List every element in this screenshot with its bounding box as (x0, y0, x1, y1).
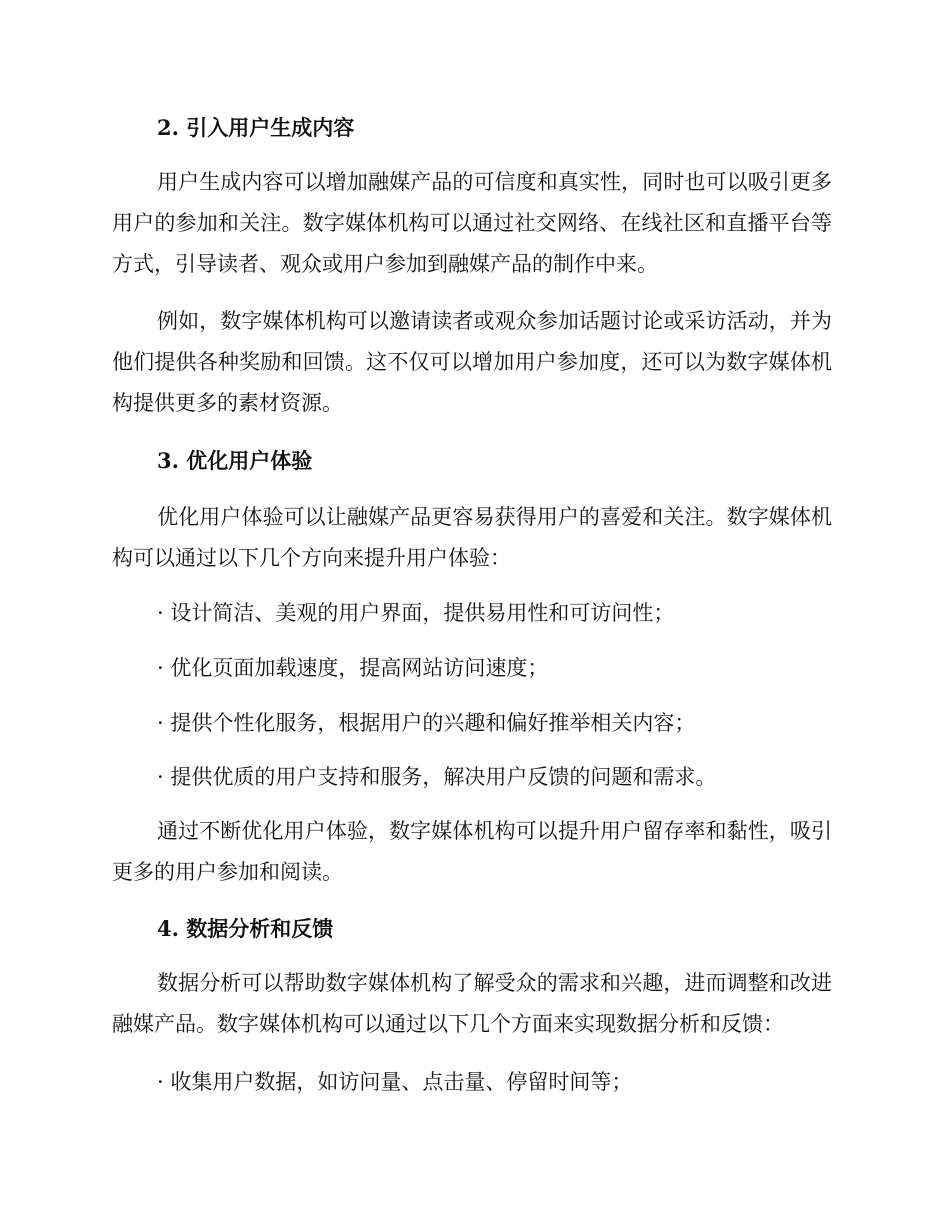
section-3-closing: 通过不断优化用户体验，数字媒体机构可以提升用户留存率和黏性，吸引更多的用户参加和阅读。 (112, 819, 832, 884)
section-2-paragraph-1: 用户生成内容可以增加融媒产品的可信度和真实性，同时也可以吸引更多用户的参加和关注。数字媒体机构可以通过社交网络、在线社区和直播平台等方式，引导读者、观众或用户参加到融媒产品的制作中来。 (112, 170, 832, 276)
section-heading-4: 4. 数据分析和反馈 (157, 916, 334, 941)
section-3-intro: 优化用户体验可以让融媒产品更容易获得用户的喜爱和关注。数字媒体机构可以通过以下几个方向来提升用户体验： (112, 505, 832, 570)
section-3-bullet-4: · 提供优质的用户支持和服务，解决用户反馈的问题和需求。 (157, 765, 717, 789)
section-3-bullet-1: · 设计简洁、美观的用户界面，提供易用性和可访问性； (157, 601, 675, 625)
section-heading-3: 3. 优化用户体验 (157, 448, 313, 473)
section-heading-2: 2. 引入用户生成内容 (157, 115, 355, 140)
section-2-paragraph-2: 例如，数字媒体机构可以邀请读者或观众参加话题讨论或采访活动，并为他们提供各种奖励和回馈。这不仅可以增加用户参加度，还可以为数字媒体机构提供更多的素材资源。 (112, 309, 832, 415)
section-3-bullet-2: · 优化页面加载速度，提高网站访问速度； (157, 656, 549, 680)
section-4-bullet-1: · 收集用户数据，如访问量、点击量、停留时间等； (157, 1070, 633, 1094)
section-4-intro: 数据分析可以帮助数字媒体机构了解受众的需求和兴趣，进而调整和改进融媒产品。数字媒体机构可以通过以下几个方面来实现数据分析和反馈： (112, 971, 832, 1036)
section-3-bullet-3: · 提供个性化服务，根据用户的兴趣和偏好推举相关内容； (157, 711, 696, 735)
